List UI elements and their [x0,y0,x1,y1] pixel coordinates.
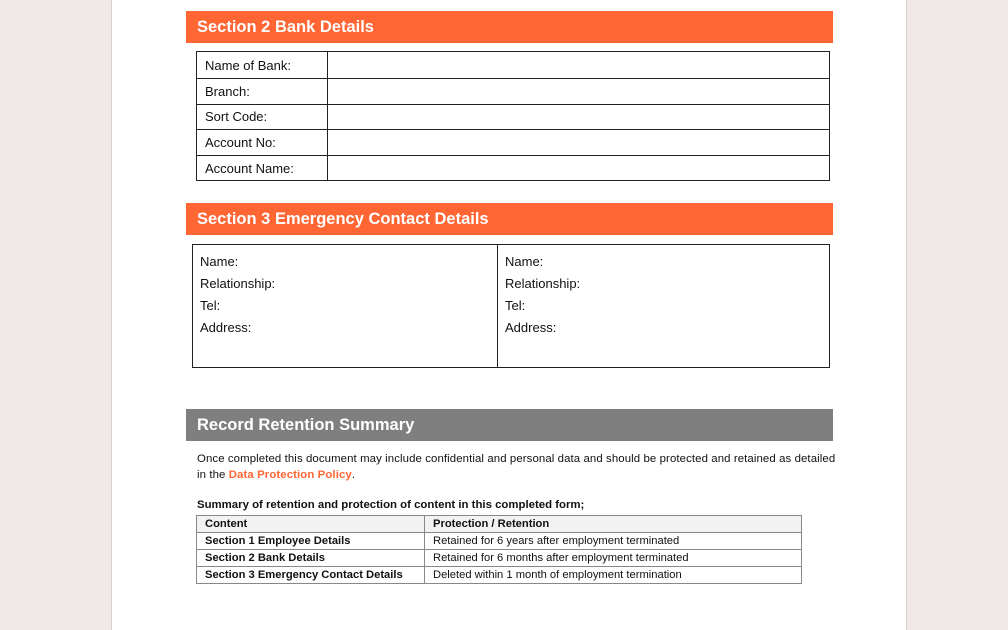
table-row [197,104,830,130]
sort-code-field[interactable] [328,104,830,130]
field-label: Name of Bank: [197,52,328,79]
emergency-contact-2[interactable] [498,245,829,367]
paragraph-end: . [351,469,356,481]
paragraph-text: Once completed this document may include confidential and personal data and should be protected and retained as detailed in the [197,453,836,481]
emergency-contact-1[interactable] [193,245,498,367]
contact-tel-label: Tel: [505,298,526,313]
contact-name-label: Name: [505,254,544,269]
account-no-field[interactable] [328,130,830,156]
field-label: Sort Code: [197,104,328,130]
bank-details-table [196,51,830,181]
field-label: Account No: [197,130,328,156]
column-header: Content [197,516,425,533]
retention-header: Record Retention Summary [186,409,833,441]
retention-cell: Retained for 6 months after employment terminated [425,550,802,567]
table-row [197,567,802,584]
retention-table [196,515,802,584]
table-row [197,79,830,105]
table-row [197,52,830,79]
table-row [197,533,802,550]
field-label: Branch: [197,79,328,105]
contact-relationship-label: Relationship: [200,276,276,291]
retention-subheading: Summary of retention and protection of content in this completed form; [197,499,585,511]
table-row [197,155,830,181]
table-row [197,130,830,156]
retention-paragraph [197,451,837,483]
content-cell: Section 2 Bank Details [197,550,425,567]
retention-cell: Deleted within 1 month of employment termination [425,567,802,584]
table-header-row [197,516,802,533]
table-row [197,550,802,567]
emergency-contact-box [192,244,830,368]
content-cell: Section 3 Emergency Contact Details [197,567,425,584]
contact-address-label: Address: [200,320,252,335]
contact-relationship-label: Relationship: [505,276,581,291]
column-header: Protection / Retention [425,516,802,533]
section-2-header: Section 2 Bank Details [186,11,833,43]
document-page [111,0,907,630]
field-label: Account Name: [197,155,328,181]
content-cell: Section 1 Employee Details [197,533,425,550]
data-protection-policy-link[interactable]: Data Protection Policy [228,469,352,481]
section-3-header: Section 3 Emergency Contact Details [186,203,833,235]
bank-name-field[interactable] [328,52,830,79]
contact-tel-label: Tel: [200,298,221,313]
retention-cell: Retained for 6 years after employment terminated [425,533,802,550]
account-name-field[interactable] [328,155,830,181]
contact-name-label: Name: [200,254,239,269]
branch-field[interactable] [328,79,830,105]
contact-address-label: Address: [505,320,557,335]
